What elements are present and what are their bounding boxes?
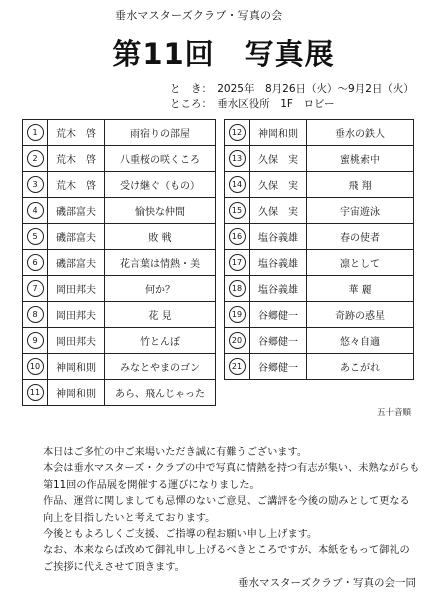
- order-note: 五十音順: [377, 408, 412, 418]
- artist-name: 荒木 啓: [48, 172, 105, 198]
- work-row: [23, 328, 216, 354]
- work-row: [225, 224, 414, 250]
- work-number-cell: [225, 354, 250, 380]
- work-number: 13: [229, 150, 246, 167]
- work-number: 19: [229, 306, 246, 323]
- message-line: なお、本来ならば改めて御礼申し上げるべきところですが、本紙をもって御礼の: [43, 545, 410, 557]
- artist-name: 塩谷義雄: [250, 250, 307, 276]
- work-title: みなとやまのゴン: [105, 354, 216, 380]
- work-title: 花言葉は情熱・美: [105, 250, 216, 276]
- artist-name: 久保 実: [250, 146, 307, 172]
- work-row: [225, 172, 414, 198]
- work-title: 受け継ぐ（もの）: [105, 172, 216, 198]
- artist-name: 久保 実: [250, 172, 307, 198]
- work-number-cell: [225, 224, 250, 250]
- work-title: 花 見: [105, 302, 216, 328]
- work-row: [23, 380, 216, 406]
- work-row: [23, 120, 216, 146]
- signature: 垂水マスターズクラブ・写真の会一同: [238, 577, 416, 589]
- work-number: 1: [27, 124, 44, 141]
- artist-name: 久保 実: [250, 198, 307, 224]
- work-title: 愉快な仲間: [105, 198, 216, 224]
- work-number: 12: [229, 124, 246, 141]
- work-number-cell: [225, 328, 250, 354]
- artist-name: 谷郷健一: [250, 302, 307, 328]
- message-line: 第11回の作品展を開催する運びになりました。: [43, 479, 260, 491]
- work-title: あら、飛んじゃった: [105, 380, 216, 406]
- work-row: [225, 120, 414, 146]
- work-row: [225, 302, 414, 328]
- work-row: [23, 276, 216, 302]
- work-number-cell: [23, 354, 48, 380]
- work-row: [23, 250, 216, 276]
- work-number: 17: [229, 254, 246, 271]
- artist-name: 岡田邦夫: [48, 302, 105, 328]
- work-number-cell: [23, 302, 48, 328]
- work-number-cell: [23, 146, 48, 172]
- work-title: 宇宙遊泳: [307, 198, 414, 224]
- artist-name: 岡田邦夫: [48, 276, 105, 302]
- work-number: 11: [27, 384, 44, 401]
- work-number: 14: [229, 176, 246, 193]
- artist-name: 荒木 啓: [48, 146, 105, 172]
- artist-name: 荒木 啓: [48, 120, 105, 146]
- club-name: 垂水マスターズクラブ・写真の会: [115, 9, 283, 22]
- work-number-cell: [23, 198, 48, 224]
- artist-name: 磯部富夫: [48, 224, 105, 250]
- work-row: [225, 250, 414, 276]
- page-title: 第11回 写真展: [112, 37, 335, 71]
- message-line: 向上を目指したいと考えております。: [43, 512, 216, 524]
- work-number-cell: [23, 380, 48, 406]
- message-line: 今後ともよろしくご支援、ご指導の程お願い申し上げます。: [43, 529, 318, 541]
- work-number: 8: [27, 306, 44, 323]
- work-title: あこがれ: [307, 354, 414, 380]
- work-row: [225, 328, 414, 354]
- work-number-cell: [23, 172, 48, 198]
- work-title: 垂水の鉄人: [307, 120, 414, 146]
- work-number: 2: [27, 150, 44, 167]
- work-row: [225, 354, 414, 380]
- work-number: 16: [229, 228, 246, 245]
- work-row: [225, 146, 414, 172]
- work-title: 華 麗: [307, 276, 414, 302]
- artist-name: 塩谷義雄: [250, 224, 307, 250]
- works-table-left: [22, 119, 216, 406]
- work-number: 6: [27, 254, 44, 271]
- artist-name: 神岡和則: [48, 380, 105, 406]
- work-number-cell: [225, 276, 250, 302]
- artist-name: 磯部富夫: [48, 250, 105, 276]
- work-number-cell: [225, 120, 250, 146]
- work-row: [23, 146, 216, 172]
- work-row: [23, 224, 216, 250]
- work-number: 3: [27, 176, 44, 193]
- work-number-cell: [23, 276, 48, 302]
- work-title: 悠々自適: [307, 328, 414, 354]
- work-row: [23, 172, 216, 198]
- work-title: 雨宿りの部屋: [105, 120, 216, 146]
- work-number-cell: [23, 250, 48, 276]
- place-line: ところ： 垂水区役所 1F ロビー: [170, 98, 335, 110]
- work-row: [225, 198, 414, 224]
- date-line: と き： 2025年 8月26日（火）～9月2日（火）: [170, 83, 414, 95]
- message-line: 作品、運営に関しましても忌憚のないご意見、ご講評を今後の励みとして更なる: [43, 496, 410, 508]
- work-number-cell: [225, 146, 250, 172]
- work-number: 18: [229, 280, 246, 297]
- work-number: 7: [27, 280, 44, 297]
- work-row: [225, 276, 414, 302]
- work-title: 何か？: [105, 276, 216, 302]
- work-row: [23, 302, 216, 328]
- work-title: 竹とんぼ: [105, 328, 216, 354]
- work-number: 10: [27, 358, 44, 375]
- message-line: 本会は垂水マスターズ・クラブの中で写真に情熱を持つ有志が集い、未熟ながらも: [43, 463, 420, 475]
- work-number-cell: [225, 172, 250, 198]
- work-number-cell: [23, 120, 48, 146]
- work-title: 八重桜の咲くころ: [105, 146, 216, 172]
- work-row: [23, 354, 216, 380]
- artist-name: 磯部富夫: [48, 198, 105, 224]
- works-table-right: [224, 119, 414, 380]
- work-number: 20: [229, 332, 246, 349]
- work-number-cell: [23, 328, 48, 354]
- work-row: [23, 198, 216, 224]
- work-number: 15: [229, 202, 246, 219]
- artist-name: 谷郷健一: [250, 354, 307, 380]
- message-line: 本日はご多忙の中ご来場いただき誠に有難うございます。: [43, 447, 308, 458]
- work-title: 凛として: [307, 250, 414, 276]
- work-number-cell: [225, 250, 250, 276]
- work-title: 敗 戦: [105, 224, 216, 250]
- work-number: 21: [229, 358, 246, 375]
- work-title: 飛 翔: [307, 172, 414, 198]
- work-title: 春の使者: [307, 224, 414, 250]
- work-title: 蜜桃索中: [307, 146, 414, 172]
- work-number: 9: [27, 332, 44, 349]
- work-number-cell: [225, 302, 250, 328]
- artist-name: 神岡和則: [48, 354, 105, 380]
- artist-name: 岡田邦夫: [48, 328, 105, 354]
- artist-name: 谷郷健一: [250, 328, 307, 354]
- artist-name: 塩谷義雄: [250, 276, 307, 302]
- greeting-message: [43, 445, 435, 576]
- work-number: 5: [27, 228, 44, 245]
- artist-name: 神岡和則: [250, 120, 307, 146]
- work-number-cell: [23, 224, 48, 250]
- work-number: 4: [27, 202, 44, 219]
- message-line: ご挨拶に代えさせて頂きます。: [43, 561, 185, 573]
- work-title: 奇跡の惑星: [307, 302, 414, 328]
- work-number-cell: [225, 198, 250, 224]
